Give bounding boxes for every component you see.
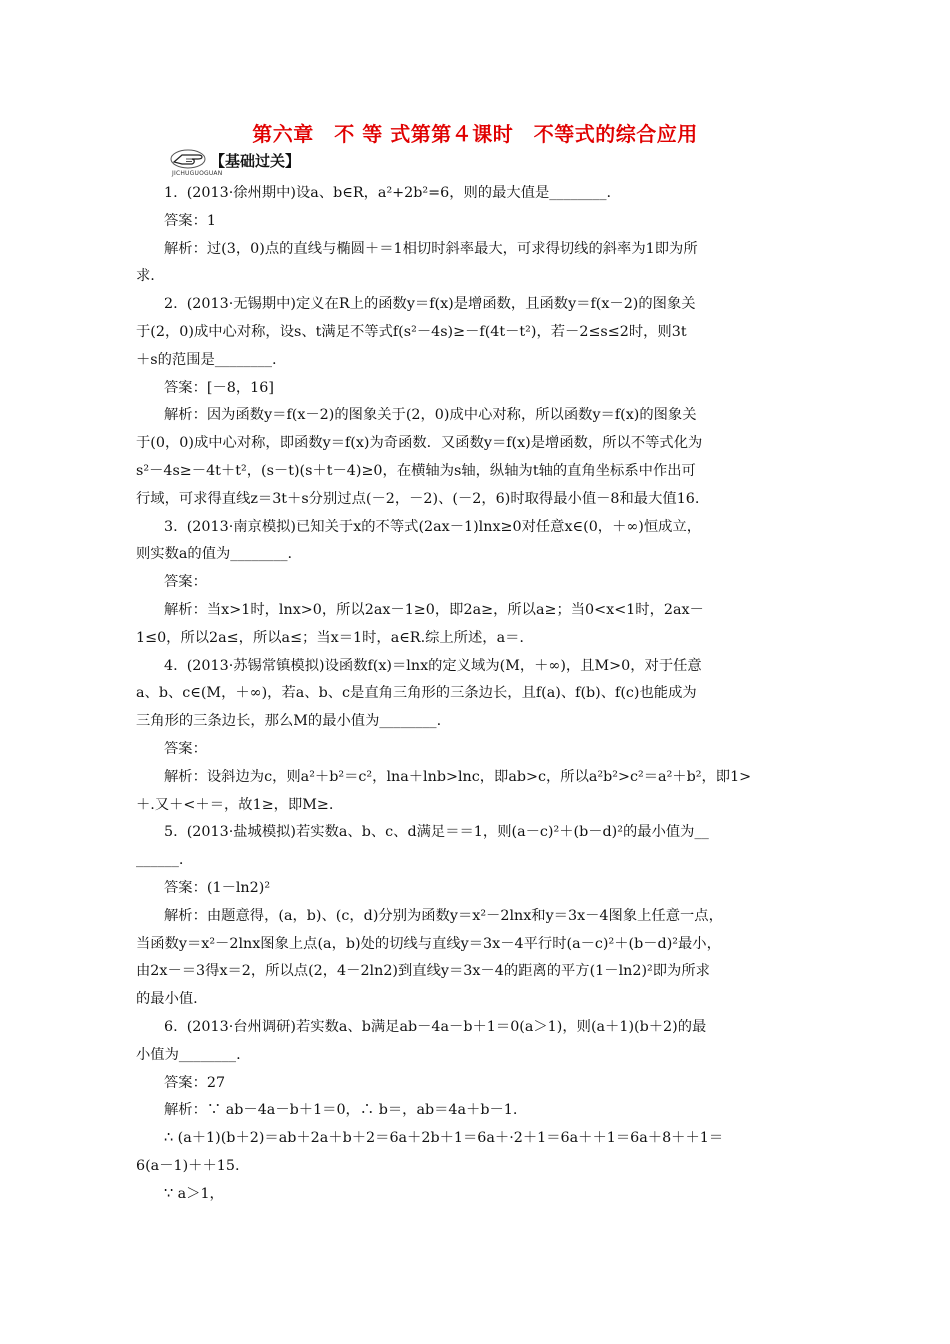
text-line: a、b、c∈(M，＋∞)，若a、b、c是直角三角形的三条边长，且f(a)、f(b)、f(c)也能成为 xyxy=(136,685,697,702)
text-line: 2. (2013·无锡期中)定义在R上的函数y＝f(x)是增函数，且函数y＝f(x－2)的图象关 xyxy=(164,296,696,313)
text-line: 三角形的三条边长，那么M的最小值为________. xyxy=(136,713,442,730)
document-body xyxy=(136,180,816,1208)
section-header xyxy=(168,148,368,178)
text-line: 解析：由题意得，(a，b)、(c，d)分别为函数y＝x²－2lnx和y＝3x－4图象上任意一点， xyxy=(164,907,723,924)
text-line: s²－4s≥－4t＋t²，(s－t)(s＋t－4)≥0，在横轴为s轴，纵轴为t轴的直角坐标系中作出可 xyxy=(136,462,696,479)
text-line: ＋.又＋<＋＝，故1≥，即M≥. xyxy=(136,796,334,813)
text-line: ______. xyxy=(136,852,184,869)
text-line: 答案：[－8，16] xyxy=(164,379,274,396)
text-line: ∵ a＞1， xyxy=(164,1185,224,1202)
text-line: 求. xyxy=(136,268,155,285)
text-line: 答案：1 xyxy=(164,212,216,229)
text-line: 4. (2013·苏锡常镇模拟)设函数f(x)＝lnx的定义域为(M，＋∞)，且M>0，对于任意 xyxy=(164,657,702,674)
text-line: 于(2，0)成中心对称，设s、t满足不等式f(s²－4s)≥－f(4t－t²)，若－2≤s≤2时，则3t xyxy=(136,323,687,340)
text-line: 的最小值. xyxy=(136,991,198,1008)
text-line: 当函数y＝x²－2lnx图象上点(a，b)处的切线与直线y＝3x－4平行时(a－c)²＋(b－d)²最小， xyxy=(136,935,721,952)
text-line: 行域，可求得直线z＝3t＋s分别过点(－2，－2)、(－2，6)时取得最小值－8和最大值16. xyxy=(136,490,700,507)
text-line: 答案： xyxy=(164,574,207,591)
text-line: ∴ (a＋1)(b＋2)＝ab＋2a＋b＋2＝6a＋2b＋1＝6a＋·2＋1＝6a＋＋1＝6a＋8＋＋1＝ xyxy=(164,1130,724,1147)
text-line: 解析：过(3，0)点的直线与椭圆＋＝1相切时斜率最大，可求得切线的斜率为1即为所 xyxy=(164,240,698,257)
text-line: ＋s的范围是________. xyxy=(136,351,277,368)
text-line: 答案： xyxy=(164,740,207,757)
text-line: 答案：(1－ln2)² xyxy=(164,879,271,896)
text-line: 解析：因为函数y＝f(x－2)的图象关于(2，0)成中心对称，所以函数y＝f(x)的图象关 xyxy=(164,407,697,424)
pointing-hand-icon xyxy=(168,148,212,170)
section-label: 【基础过关】 xyxy=(210,152,301,170)
text-line: 5. (2013·盐城模拟)若实数a、b、c、d满足＝＝1，则(a－c)²＋(b－d)²的最小值为__ xyxy=(164,824,709,841)
text-line: 6. (2013·台州调研)若实数a、b满足ab－4a－b＋1＝0(a＞1)，则(a＋1)(b＋2)的最 xyxy=(164,1018,707,1035)
text-line: 6(a－1)＋＋15. xyxy=(136,1157,240,1174)
text-line: 3. (2013·南京模拟)已知关于x的不等式(2ax－1)lnx≥0对任意x∈(0，＋∞)恒成立， xyxy=(164,518,702,535)
text-line: 则实数a的值为________. xyxy=(136,546,293,563)
text-line: 解析：设斜边为c，则a²＋b²＝c²，lna＋lnb>lnc，即ab>c，所以a²b²>c²＝a²＋b²，即1> xyxy=(164,768,752,785)
text-line: 解析：当x>1时，lnx>0，所以2ax－1≥0，即2a≥，所以a≥；当0<x<1时，2ax－ xyxy=(164,601,704,618)
page-title: 第六章 不 等 式第第４课时 不等式的综合应用 xyxy=(252,122,698,146)
text-line: 1. (2013·徐州期中)设a、b∈R，a²+2b²=6，则的最大值是________. xyxy=(164,185,612,201)
text-line: 小值为________. xyxy=(136,1046,241,1063)
text-line: 1≤0，所以2a≤，所以a≤；当x＝1时，a∈R.综上所述，a＝. xyxy=(136,629,524,646)
text-line: 于(0，0)成中心对称，即函数y＝f(x)为奇函数．又函数y＝f(x)是增函数，所以不等式化为 xyxy=(136,435,703,452)
text-line: 解析：∵ ab－4a－b＋1＝0，∴ b＝，ab＝4a＋b－1. xyxy=(164,1102,518,1119)
text-line: 由2x－＝3得x＝2，所以点(2，4－2ln2)到直线y＝3x－4的距离的平方(1－ln2)²即为所求 xyxy=(136,963,710,980)
text-line: 答案：27 xyxy=(164,1074,226,1091)
section-pinyin: JICHUGUOGUAN xyxy=(172,170,223,177)
